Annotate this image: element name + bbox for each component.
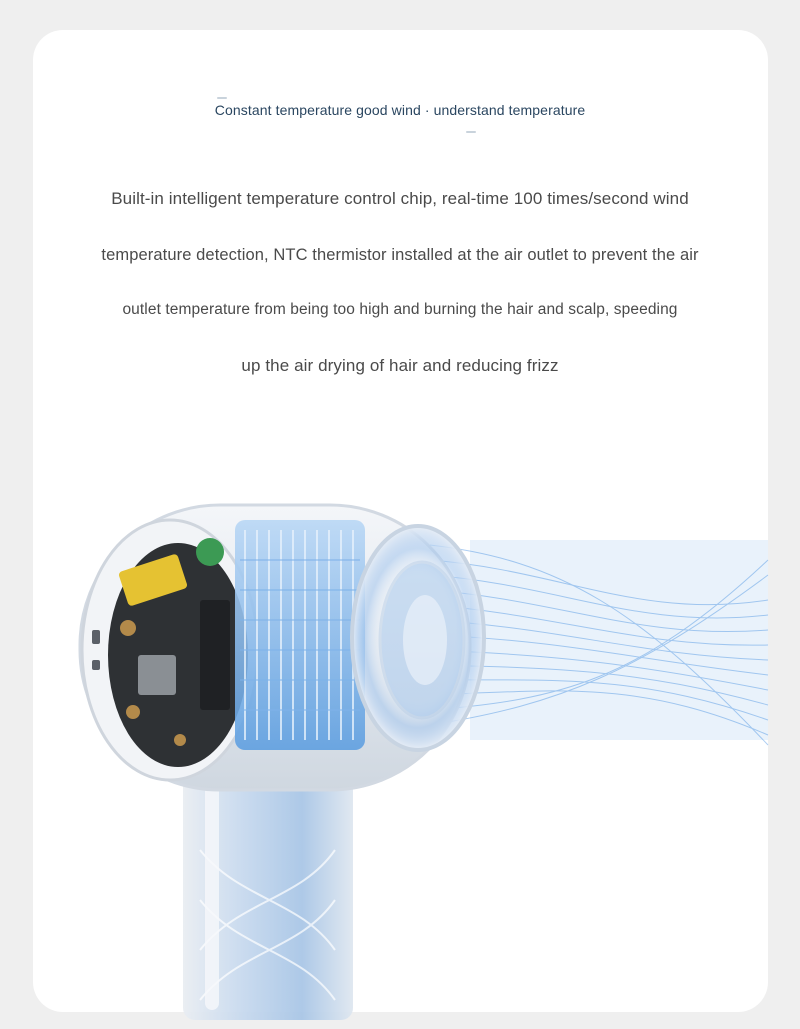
- description-line-3: outlet temperature from being too high and burning the hair and scalp, speeding: [122, 301, 678, 318]
- dryer-handle: [183, 760, 353, 1020]
- tagline-dash-left: [217, 97, 227, 99]
- description-line-1: Built-in intelligent temperature control chip, real-time 100 times/second wind: [111, 189, 689, 208]
- airflow-glow: [470, 540, 768, 740]
- dryer-nozzle: [352, 526, 484, 750]
- description-line-2: temperature detection, NTC thermistor installed at the air outlet to prevent the air: [101, 246, 699, 264]
- hair-dryer-illustration: [0, 440, 800, 1029]
- power-button: [92, 630, 100, 644]
- description-line-4: up the air drying of hair and reducing frizz: [241, 356, 559, 375]
- mode-button: [92, 660, 100, 670]
- tagline-dash-right: [466, 131, 476, 133]
- tagline: Constant temperature good wind · understand temperature: [214, 102, 586, 118]
